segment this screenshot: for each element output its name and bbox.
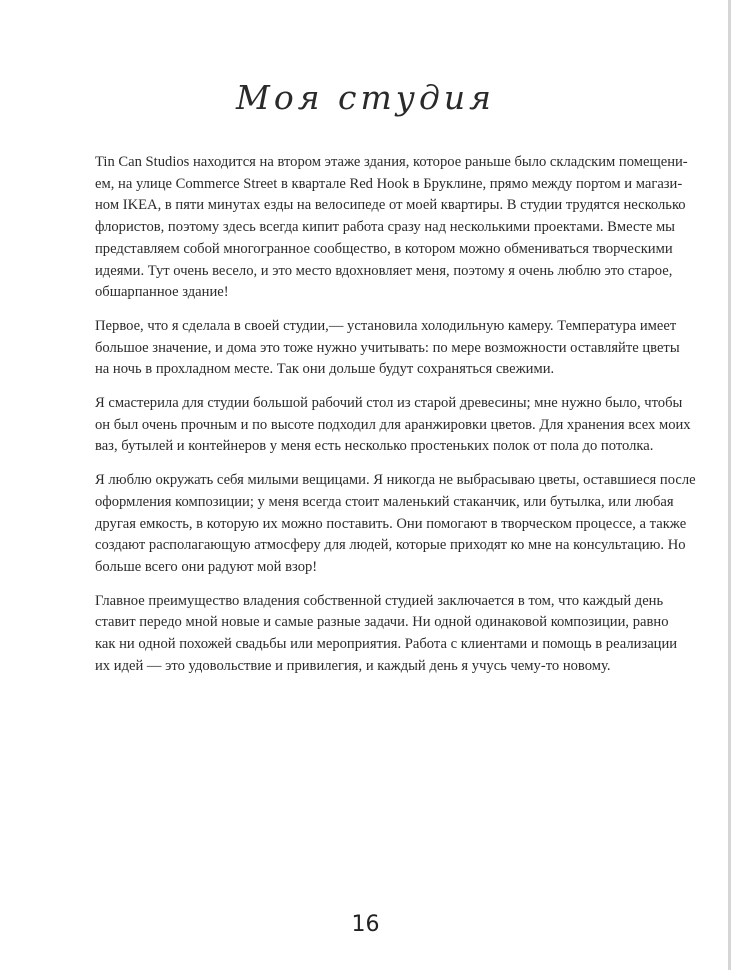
text-line: их идей — это удовольствие и привилегия, и каждый день я учусь чему-то новому. bbox=[95, 657, 611, 674]
paragraph bbox=[95, 393, 691, 458]
text-line: большое значение, и дома это тоже нужно учитывать: по мере возможности оставляйте цветы bbox=[95, 339, 680, 356]
text-line: создают располагающую атмосферу для людей, которые приходят ко мне на консультацию. Но bbox=[95, 537, 686, 554]
text-line: больше всего они радуют мой взор! bbox=[95, 558, 318, 575]
text-line: Главное преимущество владения собственной студией заключается в том, что каждый день bbox=[95, 592, 664, 609]
text-line: ном IKEA, в пяти минутах езды на велосипеде от моей квартиры. В студии трудятся несколько bbox=[95, 197, 686, 214]
text-line: как ни одной похожей свадьбы или мероприятия. Работа с клиентами и помощь в реализации bbox=[95, 636, 678, 653]
text-line: он был очень прочным и по высоте подходил для аранжировки цветов. Для хранения всех моих bbox=[95, 416, 691, 433]
text-line: оформления композиции; у меня всегда стоит маленький стаканчик, или бутылка, или любая bbox=[95, 493, 674, 510]
text-line: Я люблю окружать себя милыми вещицами. Я никогда не выбрасываю цветы, оставшиеся после bbox=[95, 472, 696, 489]
text-line: на ночь в прохладном месте. Так они дольше будут сохраняться свежими. bbox=[95, 361, 555, 378]
page-number: 16 bbox=[351, 912, 380, 937]
text-line: ваз, бутылей и контейнеров у меня есть несколько простеньких полок от пола до потолка. bbox=[95, 438, 654, 455]
text-line: ем, на улице Commerce Street в квартале Red Hook в Бруклине, прямо между портом и магази- bbox=[95, 175, 683, 192]
text-line: Я смастерила для студии большой рабочий стол из старой древесины; мне нужно было, чтобы bbox=[95, 395, 683, 412]
paragraph bbox=[95, 316, 680, 381]
text-line: обшарпанное здание! bbox=[95, 284, 229, 301]
chapter-title: Моя студия bbox=[236, 78, 495, 117]
paragraph bbox=[95, 152, 688, 304]
text-line: Первое, что я сделала в своей студии,— установила холодильную камеру. Температура имеет bbox=[95, 317, 677, 334]
text-line: другая емкость, в которую их можно поставить. Они помогают в творческом процессе, а также bbox=[95, 515, 687, 532]
paragraph bbox=[95, 470, 696, 579]
paragraph bbox=[95, 591, 678, 678]
text-line: представляем собой многогранное сообщество, в котором можно обмениваться творческими bbox=[95, 240, 673, 257]
text-line: идеями. Тут очень весело, и это место вдохновляет меня, поэтому я очень люблю это старое, bbox=[95, 262, 673, 279]
body-text bbox=[95, 152, 696, 689]
text-line: ставит передо мной новые и самые разные задачи. Ни одной одинаковой композиции, равно bbox=[95, 614, 669, 631]
text-line: Tin Can Studios находится на втором этаже здания, которое раньше было складским помещени- bbox=[95, 154, 688, 170]
text-line: флористов, поэтому здесь всегда кипит работа сразу над несколькими проектами. Вместе мы bbox=[95, 219, 675, 236]
